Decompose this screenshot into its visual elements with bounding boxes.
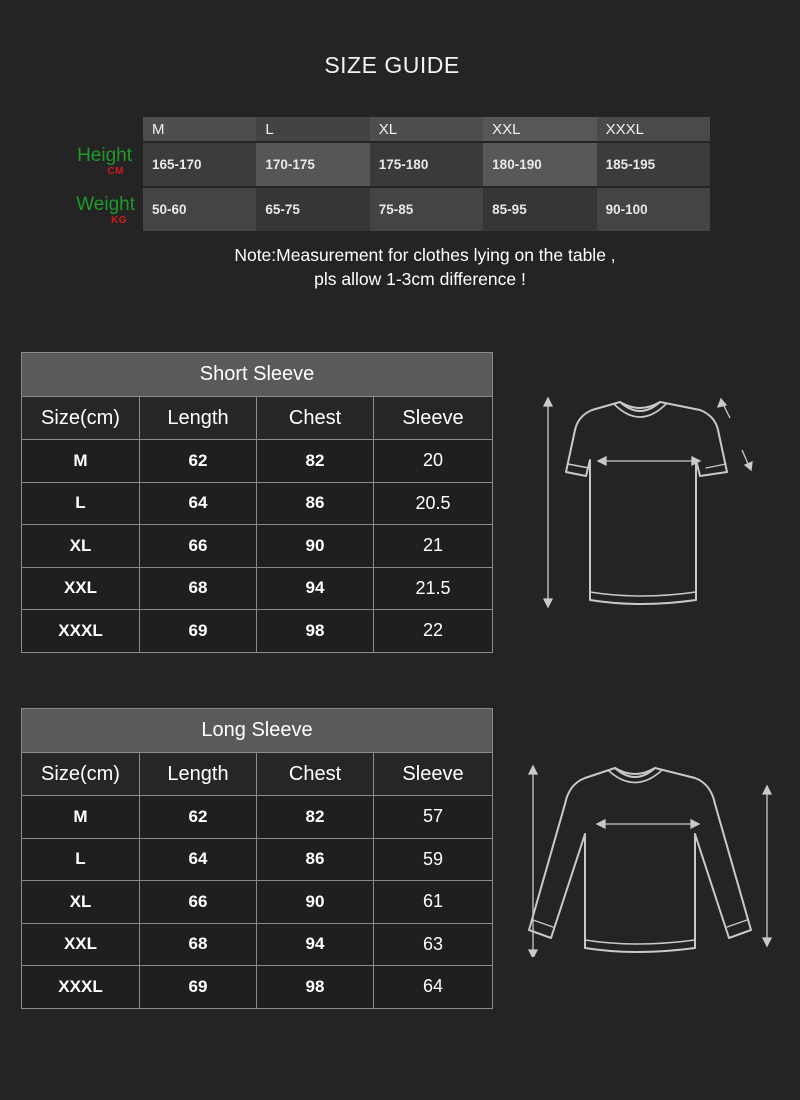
sleeve-cell: 21.5: [374, 567, 493, 610]
page-title: SIZE GUIDE: [324, 52, 460, 78]
sleeve-cell: 20: [374, 440, 493, 483]
chest-cell: 94: [257, 567, 374, 610]
length-cell: 62: [140, 796, 257, 839]
table-row: [22, 838, 493, 881]
sleeve-cell: 20.5: [374, 482, 493, 525]
table-row: [22, 610, 493, 653]
sleeve-cell: 22: [374, 610, 493, 653]
weight-cell: 50-60: [143, 188, 256, 231]
size-cell: M: [22, 440, 140, 483]
table-row: [22, 881, 493, 924]
size-header-cell: XXL: [483, 117, 596, 141]
column-header: Sleeve: [374, 397, 493, 440]
table-row: [22, 923, 493, 966]
size-cell: XL: [22, 525, 140, 568]
table-row: [22, 567, 493, 610]
sleeve-cell: 59: [374, 838, 493, 881]
column-header: Chest: [257, 753, 374, 796]
table-row: [22, 525, 493, 568]
size-cell: XL: [22, 881, 140, 924]
size-header-cell: XXXL: [597, 117, 710, 141]
column-header: Size(cm): [22, 397, 140, 440]
sleeve-cell: 63: [374, 923, 493, 966]
column-header: Length: [140, 397, 257, 440]
sleeve-cell: 61: [374, 881, 493, 924]
size-cell: XXXL: [22, 966, 140, 1009]
length-cell: 66: [140, 525, 257, 568]
weight-label-group: [40, 195, 135, 227]
long-sleeve-title: Long Sleeve: [22, 709, 493, 753]
height-label-group: [40, 146, 132, 178]
size-guide-grid: [143, 117, 710, 231]
table-row: [22, 440, 493, 483]
height-cell: 170-175: [256, 143, 369, 186]
size-cell: XXL: [22, 923, 140, 966]
long-sleeve-table: [21, 708, 493, 1009]
chest-cell: 86: [257, 482, 374, 525]
chest-cell: 90: [257, 881, 374, 924]
length-cell: 64: [140, 482, 257, 525]
size-cell: XXXL: [22, 610, 140, 653]
measurement-note: [0, 243, 800, 291]
size-header-cell: L: [256, 117, 369, 141]
length-cell: 69: [140, 610, 257, 653]
short-sleeve-table: [21, 352, 493, 653]
height-cell: 165-170: [143, 143, 256, 186]
note-line-1: Note:Measurement for clothes lying on the table ,: [234, 245, 616, 265]
length-cell: 68: [140, 567, 257, 610]
column-header: Sleeve: [374, 753, 493, 796]
chest-cell: 82: [257, 796, 374, 839]
height-cell: 185-195: [597, 143, 710, 186]
length-cell: 68: [140, 923, 257, 966]
table-header-row: [22, 397, 493, 440]
height-unit: CM: [107, 166, 124, 177]
sleeve-cell: 57: [374, 796, 493, 839]
chest-cell: 90: [257, 525, 374, 568]
size-header-row: [143, 117, 710, 141]
table-header-row: [22, 753, 493, 796]
long-sleeve-tshirt-diagram: [515, 762, 785, 957]
height-cell: 180-190: [483, 143, 596, 186]
table-row: [22, 966, 493, 1009]
size-cell: L: [22, 838, 140, 881]
weight-cell: 90-100: [597, 188, 710, 231]
size-cell: XXL: [22, 567, 140, 610]
chest-cell: 82: [257, 440, 374, 483]
column-header: Length: [140, 753, 257, 796]
weight-label: Weight: [76, 194, 135, 215]
chest-cell: 94: [257, 923, 374, 966]
chest-cell: 86: [257, 838, 374, 881]
length-cell: 66: [140, 881, 257, 924]
column-header: Size(cm): [22, 753, 140, 796]
short-sleeve-title: Short Sleeve: [22, 353, 493, 397]
length-cell: 64: [140, 838, 257, 881]
size-cell: L: [22, 482, 140, 525]
chest-cell: 98: [257, 610, 374, 653]
weight-cell: 65-75: [256, 188, 369, 231]
weight-cell: 85-95: [483, 188, 596, 231]
weight-cell: 75-85: [370, 188, 483, 231]
chest-cell: 98: [257, 966, 374, 1009]
length-cell: 69: [140, 966, 257, 1009]
size-cell: M: [22, 796, 140, 839]
sleeve-cell: 21: [374, 525, 493, 568]
size-header-cell: M: [143, 117, 256, 141]
sleeve-cell: 64: [374, 966, 493, 1009]
table-row: [22, 482, 493, 525]
weight-row: [143, 188, 710, 231]
height-row: [143, 143, 710, 186]
table-row: [22, 796, 493, 839]
column-header: Chest: [257, 397, 374, 440]
height-cell: 175-180: [370, 143, 483, 186]
weight-unit: KG: [111, 215, 127, 226]
length-cell: 62: [140, 440, 257, 483]
height-label: Height: [77, 145, 132, 166]
short-sleeve-tshirt-diagram: [530, 390, 765, 615]
note-line-2: pls allow 1-3cm difference !: [314, 269, 526, 289]
size-header-cell: XL: [370, 117, 483, 141]
